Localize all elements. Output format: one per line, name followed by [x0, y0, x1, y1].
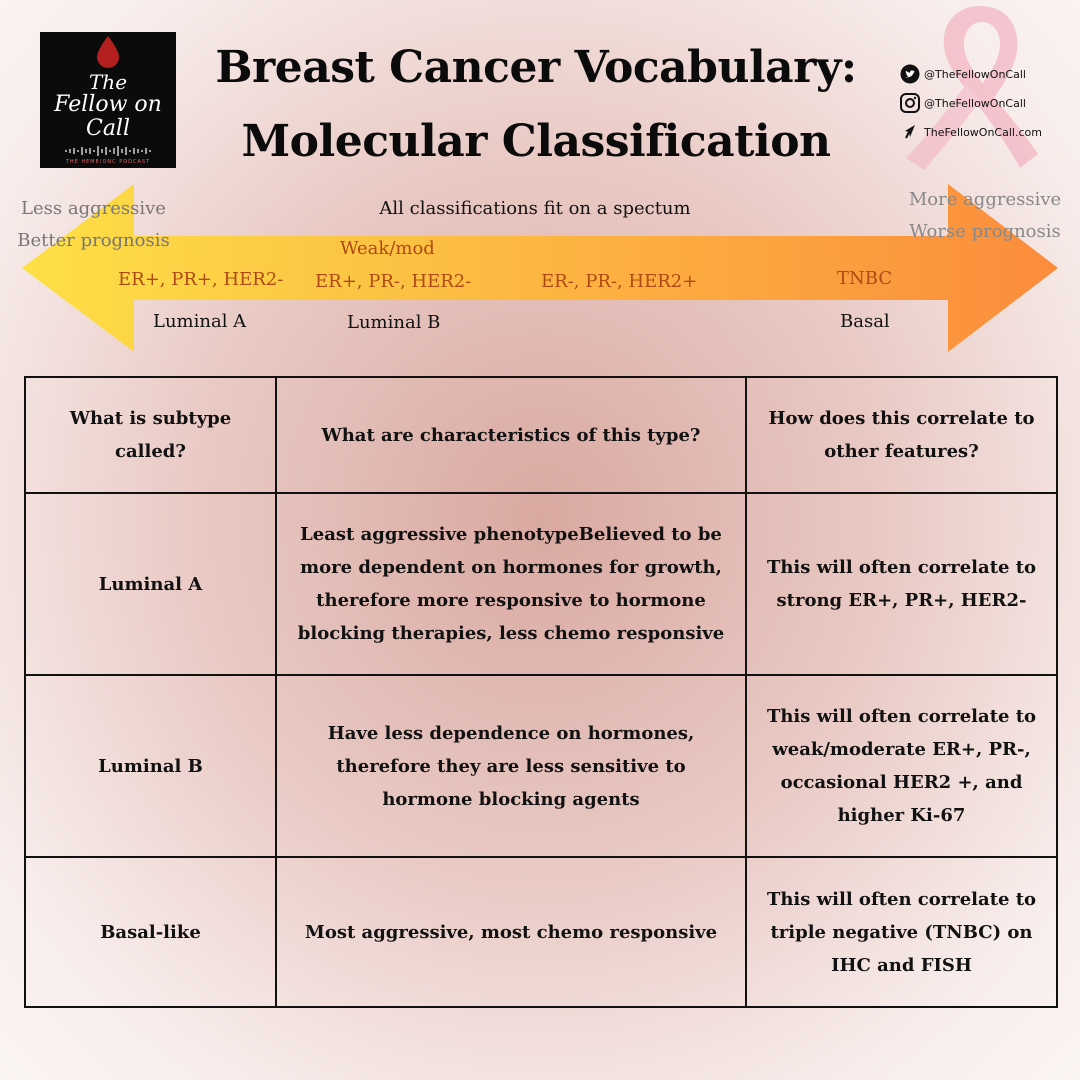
- instagram-icon: [900, 93, 920, 113]
- right-label-line1: More aggressive: [908, 189, 1062, 210]
- subtype-correlation: This will often correlate to triple negative (TNBC) on IHC and FISH: [746, 857, 1057, 1007]
- table-row: [25, 675, 1057, 857]
- subtype-characteristics: Most aggressive, most chemo responsive: [276, 857, 746, 1007]
- marker-luminal-a-receptors: ER+, PR+, HER2-: [118, 269, 284, 290]
- marker-luminal-b-receptors: ER+, PR-, HER2-: [315, 271, 472, 292]
- subtype-name: Luminal A: [25, 493, 276, 675]
- page-title: [186, 40, 886, 170]
- header-characteristics: What are characteristics of this type?: [276, 377, 746, 493]
- left-label-line1: Less aggressive: [21, 198, 166, 219]
- instagram-handle: @TheFellowOnCall: [924, 96, 1026, 110]
- instagram-link[interactable]: [900, 91, 1075, 115]
- header-subtype: What is subtype called?: [25, 377, 276, 493]
- header-correlation: How does this correlate to other features?: [746, 377, 1057, 493]
- marker-her2-receptors: ER-, PR-, HER2+: [541, 271, 698, 292]
- blood-drop-icon: [94, 35, 122, 69]
- logo-text-the: The: [88, 70, 128, 94]
- cursor-arrow-icon: [900, 122, 920, 142]
- logo-text-fellow-on: Fellow on: [54, 92, 162, 117]
- table-header-row: [25, 377, 1057, 493]
- logo-text-call: Call: [85, 116, 131, 141]
- left-label-line2: Better prognosis: [17, 230, 170, 251]
- social-links: [900, 62, 1075, 149]
- twitter-handle: @TheFellowOnCall: [924, 67, 1026, 81]
- subtype-name: Basal-like: [25, 857, 276, 1007]
- title-line-2: Molecular Classification: [241, 116, 831, 167]
- website-url: TheFellowOnCall.com: [924, 125, 1042, 139]
- weak-mod-label: Weak/mod: [340, 238, 435, 259]
- subtype-correlation: This will often correlate to weak/moderate ER+, PR-, occasional HER2 +, and higher Ki-67: [746, 675, 1057, 857]
- twitter-icon: [900, 64, 920, 84]
- website-link[interactable]: [900, 120, 1075, 144]
- right-label-line2: Worse prognosis: [909, 221, 1061, 242]
- marker-basal-receptors: TNBC: [837, 268, 893, 289]
- marker-luminal-b-name: Luminal B: [347, 312, 441, 333]
- subtype-characteristics: Least aggressive phenotypeBelieved to be more dependent on hormones for growth, therefore more responsive to hormone blocking therapies, less chemo responsive: [276, 493, 746, 675]
- spectrum-caption: All classifications fit on a spectum: [379, 198, 691, 219]
- subtype-characteristics: Have less dependence on hormones, therefore they are less sensitive to hormone blocking agents: [276, 675, 746, 857]
- twitter-link[interactable]: [900, 62, 1075, 86]
- subtype-name: Luminal B: [25, 675, 276, 857]
- less-aggressive-label: [6, 196, 181, 254]
- more-aggressive-label: [895, 184, 1075, 248]
- classification-table: [24, 376, 1058, 1008]
- podcast-logo: [40, 32, 176, 168]
- soundwave-icon: [62, 145, 154, 157]
- title-line-1: Breast Cancer Vocabulary:: [215, 42, 857, 93]
- subtype-correlation: This will often correlate to strong ER+, PR+, HER2-: [746, 493, 1057, 675]
- table-row: [25, 857, 1057, 1007]
- marker-basal-name: Basal: [840, 311, 890, 332]
- marker-luminal-a-name: Luminal A: [153, 311, 247, 332]
- table-row: [25, 493, 1057, 675]
- logo-tagline: THE HEME/ONC PODCAST: [65, 159, 151, 165]
